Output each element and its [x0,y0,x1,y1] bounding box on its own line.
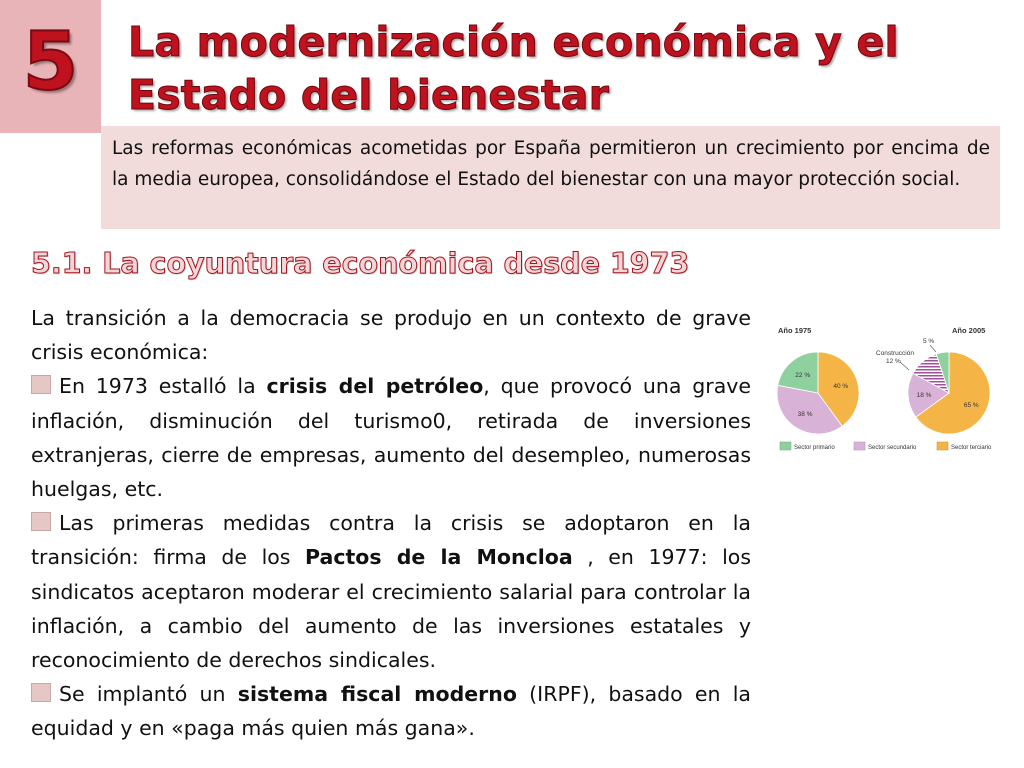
bullet-square-icon [31,683,51,702]
pie-charts-svg [772,318,994,458]
lead-paragraph: La transición a la democracia se produjo en un contexto de grave crisis económica: [31,306,751,365]
construccion-callout-line [900,362,909,370]
bullet-square-icon [31,375,51,394]
chapter-number-box [0,0,101,133]
bullet-3-text-b: (IRPF), basado en la equidad y en «paga más quien más gana». [31,682,751,741]
bullet-1-text-a: En 1973 estalló la [59,374,267,399]
sector-pie-charts [772,318,994,458]
bullet-3-text-a: Se implantó un [59,682,238,707]
bullet-2-text-a: Las primeras medidas contra la crisis se adoptaron en la transición: firma de los [31,511,751,570]
bullet-paragraph-3 [31,677,751,745]
legend-label-terciario: Sector terciario [951,445,992,451]
pie-1975-title: Año 1975 [778,326,812,335]
chapter-number: 5 [22,15,79,108]
bullet-paragraph-1 [31,369,751,506]
pie-2005 [908,352,990,434]
intro-text: Las reformas económicas acometidas por España permitieron un crecimiento por encima de la media europea, consolidándose el Estado del bienestar con una mayor protección social. [112,138,990,190]
legend [780,442,992,451]
legend-label-secundario: Sector secundario [868,445,917,451]
construccion-label: Construcción [876,350,914,357]
pie-2005-label-18: 18 % [916,392,932,400]
pie-2005-title: Año 2005 [952,326,986,335]
bullet-2-bold: Pactos de la Moncloa [305,545,573,570]
slide-title-line-1: La modernización económica y el [128,18,899,66]
legend-swatch-secundario [854,442,865,450]
pie-1975-label-22: 22 % [795,372,811,379]
bullet-1-bold: crisis del petróleo [266,374,484,399]
bullet-3-bold: sistema fiscal moderno [237,682,517,707]
legend-swatch-terciario [937,442,948,450]
pie-1975-label-40: 40 % [833,383,849,391]
pie-1975-label-38: 38 % [797,410,813,418]
primario-2005-value: 5 % [923,338,935,345]
pie-1975 [777,352,859,434]
slide-title [128,16,1008,122]
bullet-square-icon [31,512,51,531]
body-text [31,301,751,746]
slide-title-line-2: Estado del bienestar [128,71,610,119]
construccion-value: 12 % [886,358,901,365]
section-subtitle: 5.1. La coyuntura económica desde 1973 [31,247,690,280]
intro-box [101,126,1000,229]
bullet-2-text-b: , en 1977: los sindicatos aceptaron moderar el crecimiento salarial para controlar la inflación, a cambio del aumento de las inversiones estatales y reconocimiento de derechos sindicales. [31,545,751,673]
bullet-1-text-b: , que provocó una grave inflación, disminución del turismo0, retirada de inversiones extranjeras, cierre de empresas, aumento del desempleo, numerosas huelgas, etc. [31,374,752,502]
legend-swatch-primario [780,442,791,450]
legend-label-primario: Sector primario [794,445,835,451]
pie-2005-label-65: 65 % [963,401,979,409]
bullet-paragraph-2 [31,506,751,677]
primario-callout-line [930,345,936,352]
